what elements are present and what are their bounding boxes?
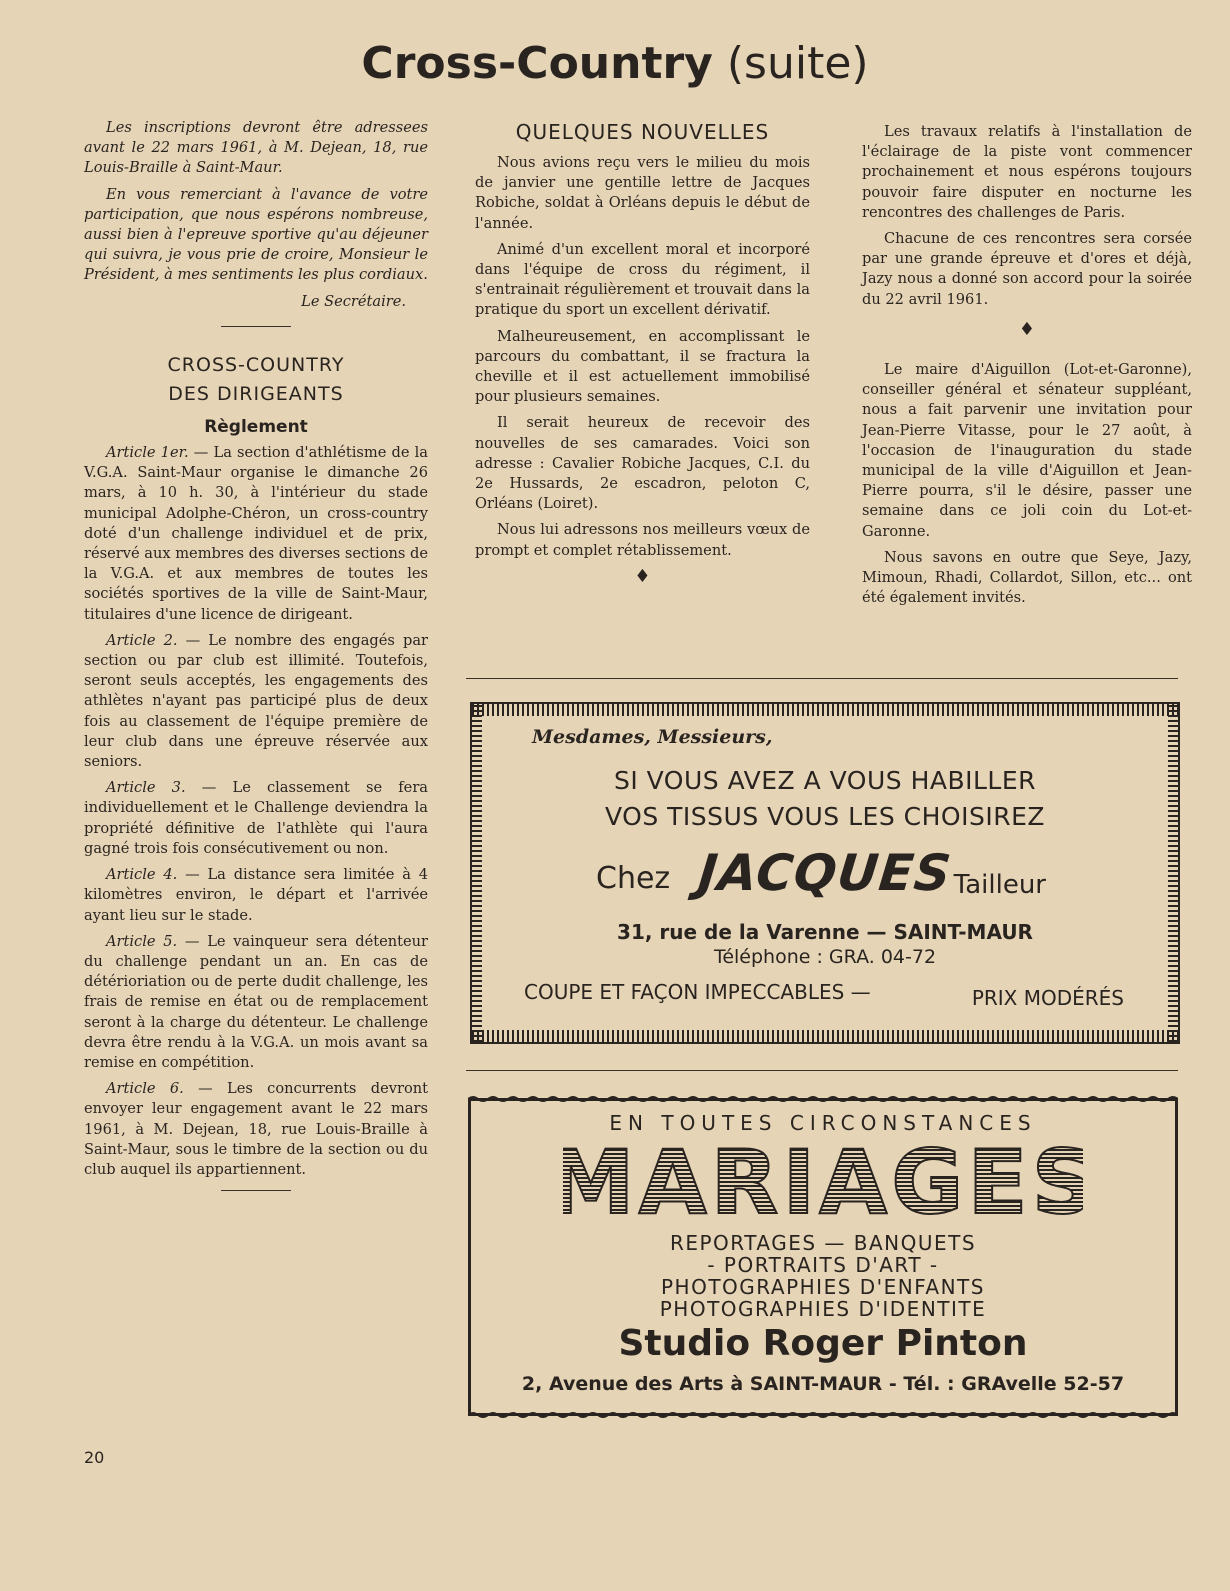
article-text: — Les concurrents devront envoyer leur engagement avant le 22 mars 1961, à M. Dejean, 18, rue Louis-Braille à Saint-Maur, sous le timbre de la section ou du club auquel ils appartiennent. (84, 1080, 428, 1178)
article-text: — Le vainqueur sera détenteur du challenge pendant un an. En cas de détérioriation ou de perte dudit challenge, les frais de remise en état ou de remplacement seront à la charge du détenteur. Le challenge devra être rendu à la V.G.A. un mois avant sa remise en compétition. (84, 932, 428, 1071)
article (84, 865, 428, 926)
wavy-border-icon (468, 1095, 1178, 1103)
diamond-ornament: ♦ (1018, 318, 1036, 340)
reglement-subheading: Règlement (204, 416, 308, 437)
ad-salutation: Mesdames, Messieurs, (532, 726, 773, 748)
article (84, 443, 428, 625)
article (84, 932, 428, 1073)
news-paragraph: Nous avions reçu vers le milieu du mois de janvier une gentille lettre de Jacques Robiche, soldat à Orléans depuis le début de l'année. (475, 154, 810, 232)
ad-address: 2, Avenue des Arts à SAINT-MAUR - Tél. : GRAvelle 52-57 (521, 1373, 1125, 1395)
section-heading-dirigeants (84, 351, 428, 409)
article-text: — Le nombre des engagés par section ou par club est illimité. Toutefois, seront seuls acceptés, les engagements des athlètes n'ayant pas participé plus de deux fois au classement de l'équipe première de leur club dans une épreuve réservée aux seniors. (84, 631, 428, 771)
news-paragraph: Chacune de ces rencontres sera corsée par une grande épreuve et d'ores et déjà, Jazy nous a donné son accord pour la soirée du 22 avril 1961. (862, 230, 1192, 308)
divider (221, 326, 291, 327)
ad-chez: Chez (596, 861, 671, 896)
article-label: Article 4. (106, 866, 178, 884)
signature: Le Secrétaire. (301, 292, 406, 310)
ad-mariages-logo (471, 1137, 1175, 1227)
column-middle (475, 118, 810, 599)
ad-circonstances: EN TOUTES CIRCONSTANCES (609, 1111, 1037, 1135)
ad-inner (488, 718, 1162, 1028)
ad-address: 31, rue de la Varenne — SAINT-MAUR (617, 920, 1033, 944)
article-text: — La section d'athlétisme de la V.G.A. Saint-Maur organise le dimanche 26 mars, à 10 h. 30, à l'intérieur du stade municipal Adolphe-Chéron, un cross-country doté d'un challenge individuel et de prix, réservé aux membres des diverses sections de la V.G.A. et aux membres de toutes les sociétés sportives de la ville de Saint-Maur, titulaires d'une licence de dirigeant. (84, 444, 428, 623)
ad-service: REPORTAGES — BANQUETS (669, 1231, 977, 1255)
news-paragraph: Malheureusement, en accomplissant le parcours du combattant, il se fractura la cheville et il est actuellement immobilisé pour plusieurs semaines. (475, 327, 810, 406)
article-label: Article 6. (106, 1080, 184, 1098)
article (84, 1079, 428, 1180)
article-label: Article 3. (106, 779, 186, 797)
ad-studio-name: Studio Roger Pinton (618, 1323, 1028, 1364)
page-title (0, 38, 1230, 89)
article (84, 778, 428, 859)
ad-prix: PRIX MODÉRÉS (971, 986, 1124, 1010)
title-suite: (suite) (726, 38, 869, 89)
ad-jacques-tailleur (470, 702, 1180, 1044)
horizontal-rule (466, 1070, 1178, 1071)
article-label: Article 1er. (106, 444, 189, 462)
intro-letter (84, 118, 428, 312)
ad-studio-pinton (468, 1098, 1178, 1416)
article (84, 631, 428, 772)
ad-service: PHOTOGRAPHIES D'ENFANTS (661, 1275, 985, 1299)
article-label: Article 5. (106, 932, 178, 950)
wavy-border-icon (468, 1411, 1178, 1419)
ad-coupe: COUPE ET FAÇON IMPECCABLES — (524, 980, 871, 1004)
news-paragraph: Il serait heureux de recevoir des nouvelles de ses camarades. Voici son adresse : Cavalier Robiche Jacques, C.I. du 2e Hussards, 2e escadron, peloton C, Orléans (Loiret). (475, 414, 810, 513)
article-label: Article 2. (106, 631, 178, 649)
news-paragraph: Le maire d'Aiguillon (Lot-et-Garonne), conseiller général et sénateur suppléant, nous a fait parvenir une invitation pour Jean-Pierre Vitasse, pour le 27 août, à l'occasion de l'inauguration du stade municipal de la ville d'Aiguillon et Jean-Pierre pourra, s'il le désire, passer une semaine dans ce joli coin du Lot-et-Garonne. (862, 361, 1192, 540)
ad-tailleur: Tailleur (953, 870, 1046, 900)
section-heading-nouvelles: QUELQUES NOUVELLES (515, 120, 770, 144)
mariages-word: MARIAGES (563, 1137, 1083, 1223)
ad-service: PHOTOGRAPHIES D'IDENTITE (659, 1297, 987, 1321)
mariages-logo-icon (563, 1137, 1083, 1223)
intro-paragraph: En vous remerciant à l'avance de votre participation, que nous espérons nombreuse, aussi bien à l'epreuve sportive qu'au déjeuner qui suivra, je vous prie de croire, Monsieur le Président, à mes sentiments les plus cordiaux. (84, 185, 428, 284)
horizontal-rule (466, 678, 1178, 679)
ad-brand-logo: JACQUES (695, 844, 955, 902)
ad-service: - PORTRAITS D'ART - (707, 1253, 939, 1277)
news-paragraph: Nous savons en outre que Seye, Jazy, Mimoun, Rhadi, Collardot, Sillon, etc... ont été également invités. (862, 548, 1192, 607)
page-number: 20 (84, 1448, 105, 1467)
intro-paragraph: Les inscriptions devront être adressees avant le 22 mars 1961, à M. Dejean, 18, rue Louis-Braille à Saint-Maur. (84, 119, 428, 177)
heading-line: CROSS-COUNTRY (167, 353, 345, 376)
column-left (84, 118, 428, 1215)
ad-line: SI VOUS AVEZ A VOUS HABILLER (613, 766, 1037, 795)
ad-phone: Téléphone : GRA. 04-72 (713, 946, 937, 968)
heading-line: DES DIRIGEANTS (168, 382, 344, 405)
article-text: — La distance sera limitée à 4 kilomètres environ, le départ et l'arrivée ayant lieu sur le stade. (84, 866, 428, 924)
news-paragraph: Les travaux relatifs à l'installation de l'éclairage de la piste vont commencer prochainement et nous espérons toujours pouvoir faire disputer en nocturne les rencontres des challenges de Paris. (862, 123, 1192, 221)
column-right (862, 122, 1192, 614)
news-paragraph: Nous lui adressons nos meilleurs vœux de prompt et complet rétablissement. (475, 521, 810, 559)
article-text: — Le classement se fera individuellement et le Challenge deviendra la propriété définitive de l'athlète qui l'aura gagné trois fois consécutivement ou non. (84, 779, 429, 857)
ad-line: VOS TISSUS VOUS LES CHOISIREZ (605, 802, 1045, 831)
divider (221, 1190, 291, 1191)
title-main: Cross-Country (361, 38, 713, 89)
diamond-ornament: ♦ (634, 565, 651, 587)
news-paragraph: Animé d'un excellent moral et incorporé dans l'équipe de cross du régiment, il s'entrainait régulièrement et trouvait dans la pratique du sport un excellent dérivatif. (475, 240, 810, 319)
